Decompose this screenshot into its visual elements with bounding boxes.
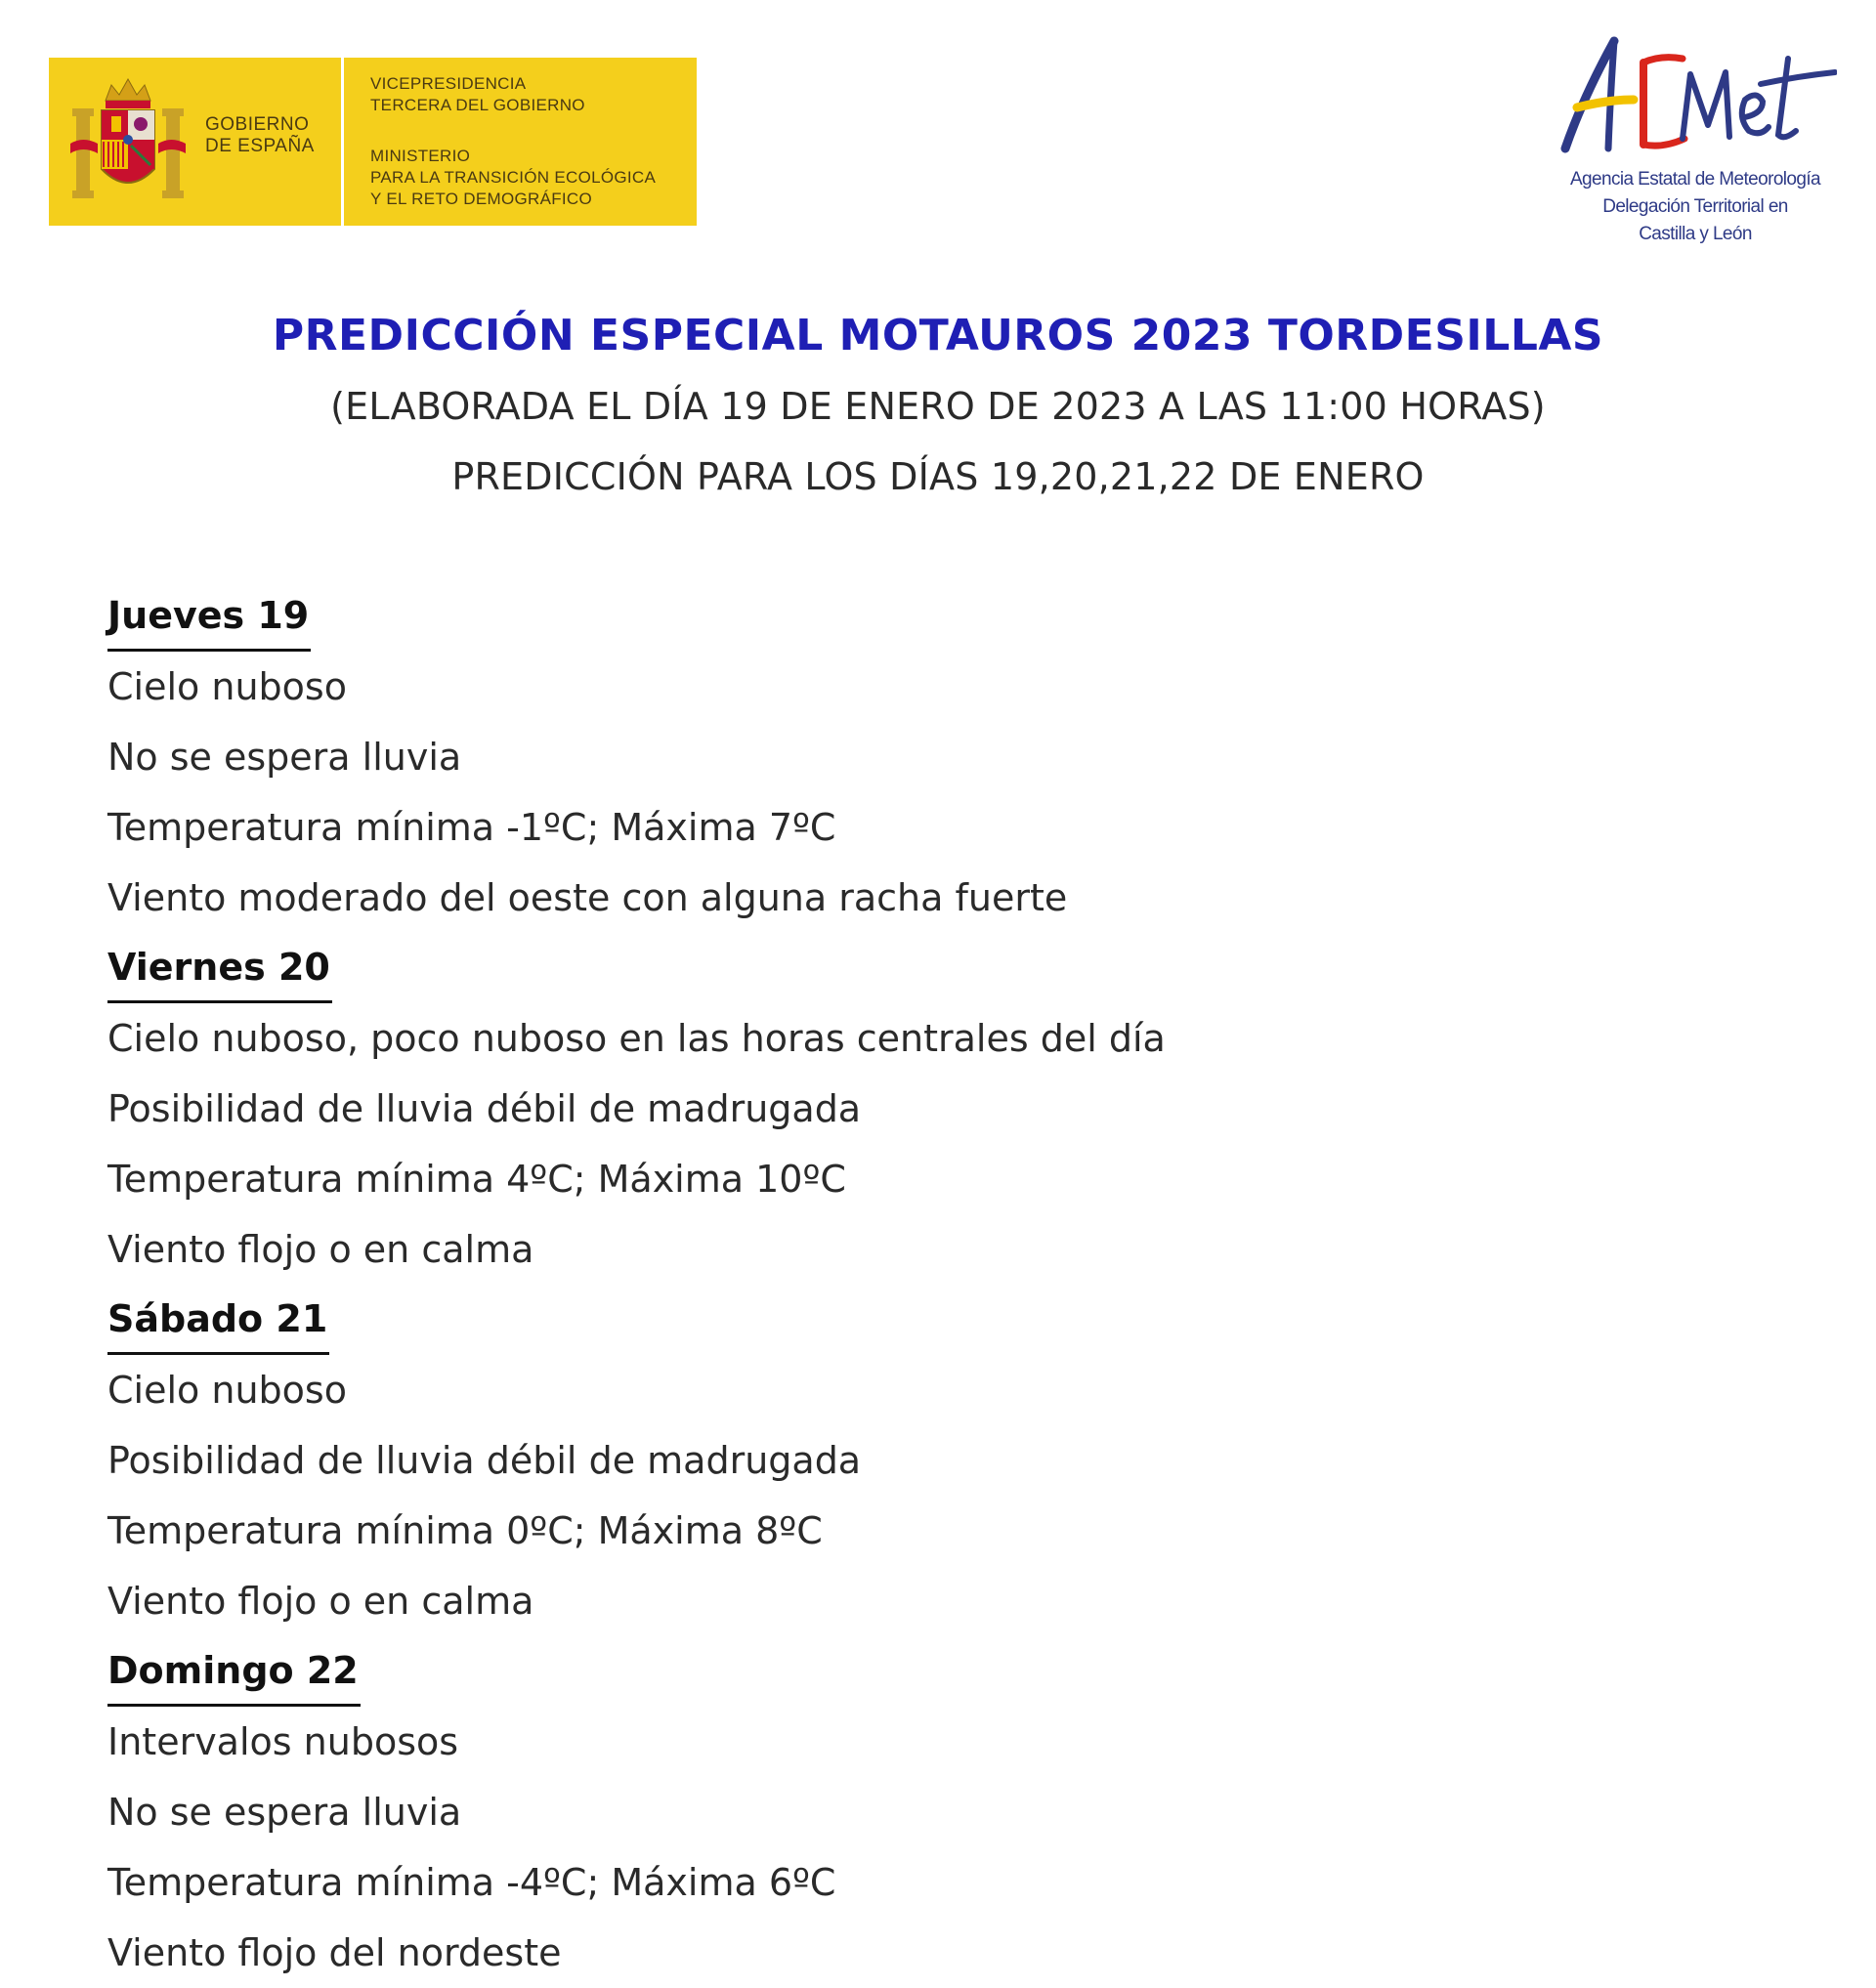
government-name: GOBIERNO DE ESPAÑA bbox=[205, 114, 315, 156]
ministry-label: MINISTERIO PARA LA TRANSICIÓN ECOLÓGICA Y EL RETO DEMOGRÁFICO bbox=[370, 147, 657, 208]
wind-forecast: Viento flojo o en calma bbox=[107, 1580, 534, 1623]
day-title: Viernes 20 bbox=[107, 933, 332, 1003]
day-forecast-saturday bbox=[107, 1285, 1769, 1636]
aemet-caption: Agencia Estatal de Meteorología Delegación Territorial en Castilla y León bbox=[1569, 169, 1821, 244]
logo-divider bbox=[341, 58, 344, 226]
sky-condition: Cielo nuboso, poco nuboso en las horas centrales del día bbox=[107, 1017, 1166, 1060]
document-heading bbox=[0, 301, 1876, 512]
rain-forecast: No se espera lluvia bbox=[107, 1791, 462, 1834]
temperature-forecast: Temperatura mínima 0ºC; Máxima 8ºC bbox=[107, 1509, 823, 1552]
page-title: PREDICCIÓN ESPECIAL MOTAUROS 2023 TORDESILLAS bbox=[272, 311, 1604, 360]
forecast-range: PREDICCIÓN PARA LOS DÍAS 19,20,21,22 DE ENERO bbox=[451, 455, 1425, 498]
aemet-logo bbox=[1554, 29, 1847, 254]
sky-condition: Cielo nuboso bbox=[107, 665, 347, 708]
day-forecast-sunday bbox=[107, 1636, 1769, 1988]
rain-forecast: Posibilidad de lluvia débil de madrugada bbox=[107, 1087, 862, 1130]
wind-forecast: Viento flojo del nordeste bbox=[107, 1931, 562, 1974]
wind-forecast: Viento flojo o en calma bbox=[107, 1228, 534, 1271]
day-forecast-friday bbox=[107, 933, 1769, 1285]
day-title: Sábado 21 bbox=[107, 1285, 329, 1355]
day-forecast-thursday bbox=[107, 581, 1769, 933]
rain-forecast: No se espera lluvia bbox=[107, 736, 462, 779]
sky-condition: Intervalos nubosos bbox=[107, 1720, 459, 1763]
day-title: Domingo 22 bbox=[107, 1636, 361, 1707]
aemet-wordmark-icon bbox=[1554, 29, 1837, 161]
wind-forecast: Viento moderado del oeste con alguna racha fuerte bbox=[107, 876, 1068, 919]
day-title: Jueves 19 bbox=[107, 581, 311, 652]
temperature-forecast: Temperatura mínima -1ºC; Máxima 7ºC bbox=[107, 806, 836, 849]
government-logo bbox=[49, 58, 697, 226]
temperature-forecast: Temperatura mínima 4ºC; Máxima 10ºC bbox=[107, 1158, 846, 1201]
rain-forecast: Posibilidad de lluvia débil de madrugada bbox=[107, 1439, 862, 1482]
temperature-forecast: Temperatura mínima -4ºC; Máxima 6ºC bbox=[107, 1861, 836, 1904]
vicepresidency-label: VICEPRESIDENCIA TERCERA DEL GOBIERNO bbox=[370, 74, 585, 114]
forecast-list bbox=[107, 581, 1769, 1988]
sky-condition: Cielo nuboso bbox=[107, 1369, 347, 1412]
elaborated-date: (ELABORADA EL DÍA 19 DE ENERO DE 2023 A LAS 11:00 HORAS) bbox=[330, 385, 1546, 428]
